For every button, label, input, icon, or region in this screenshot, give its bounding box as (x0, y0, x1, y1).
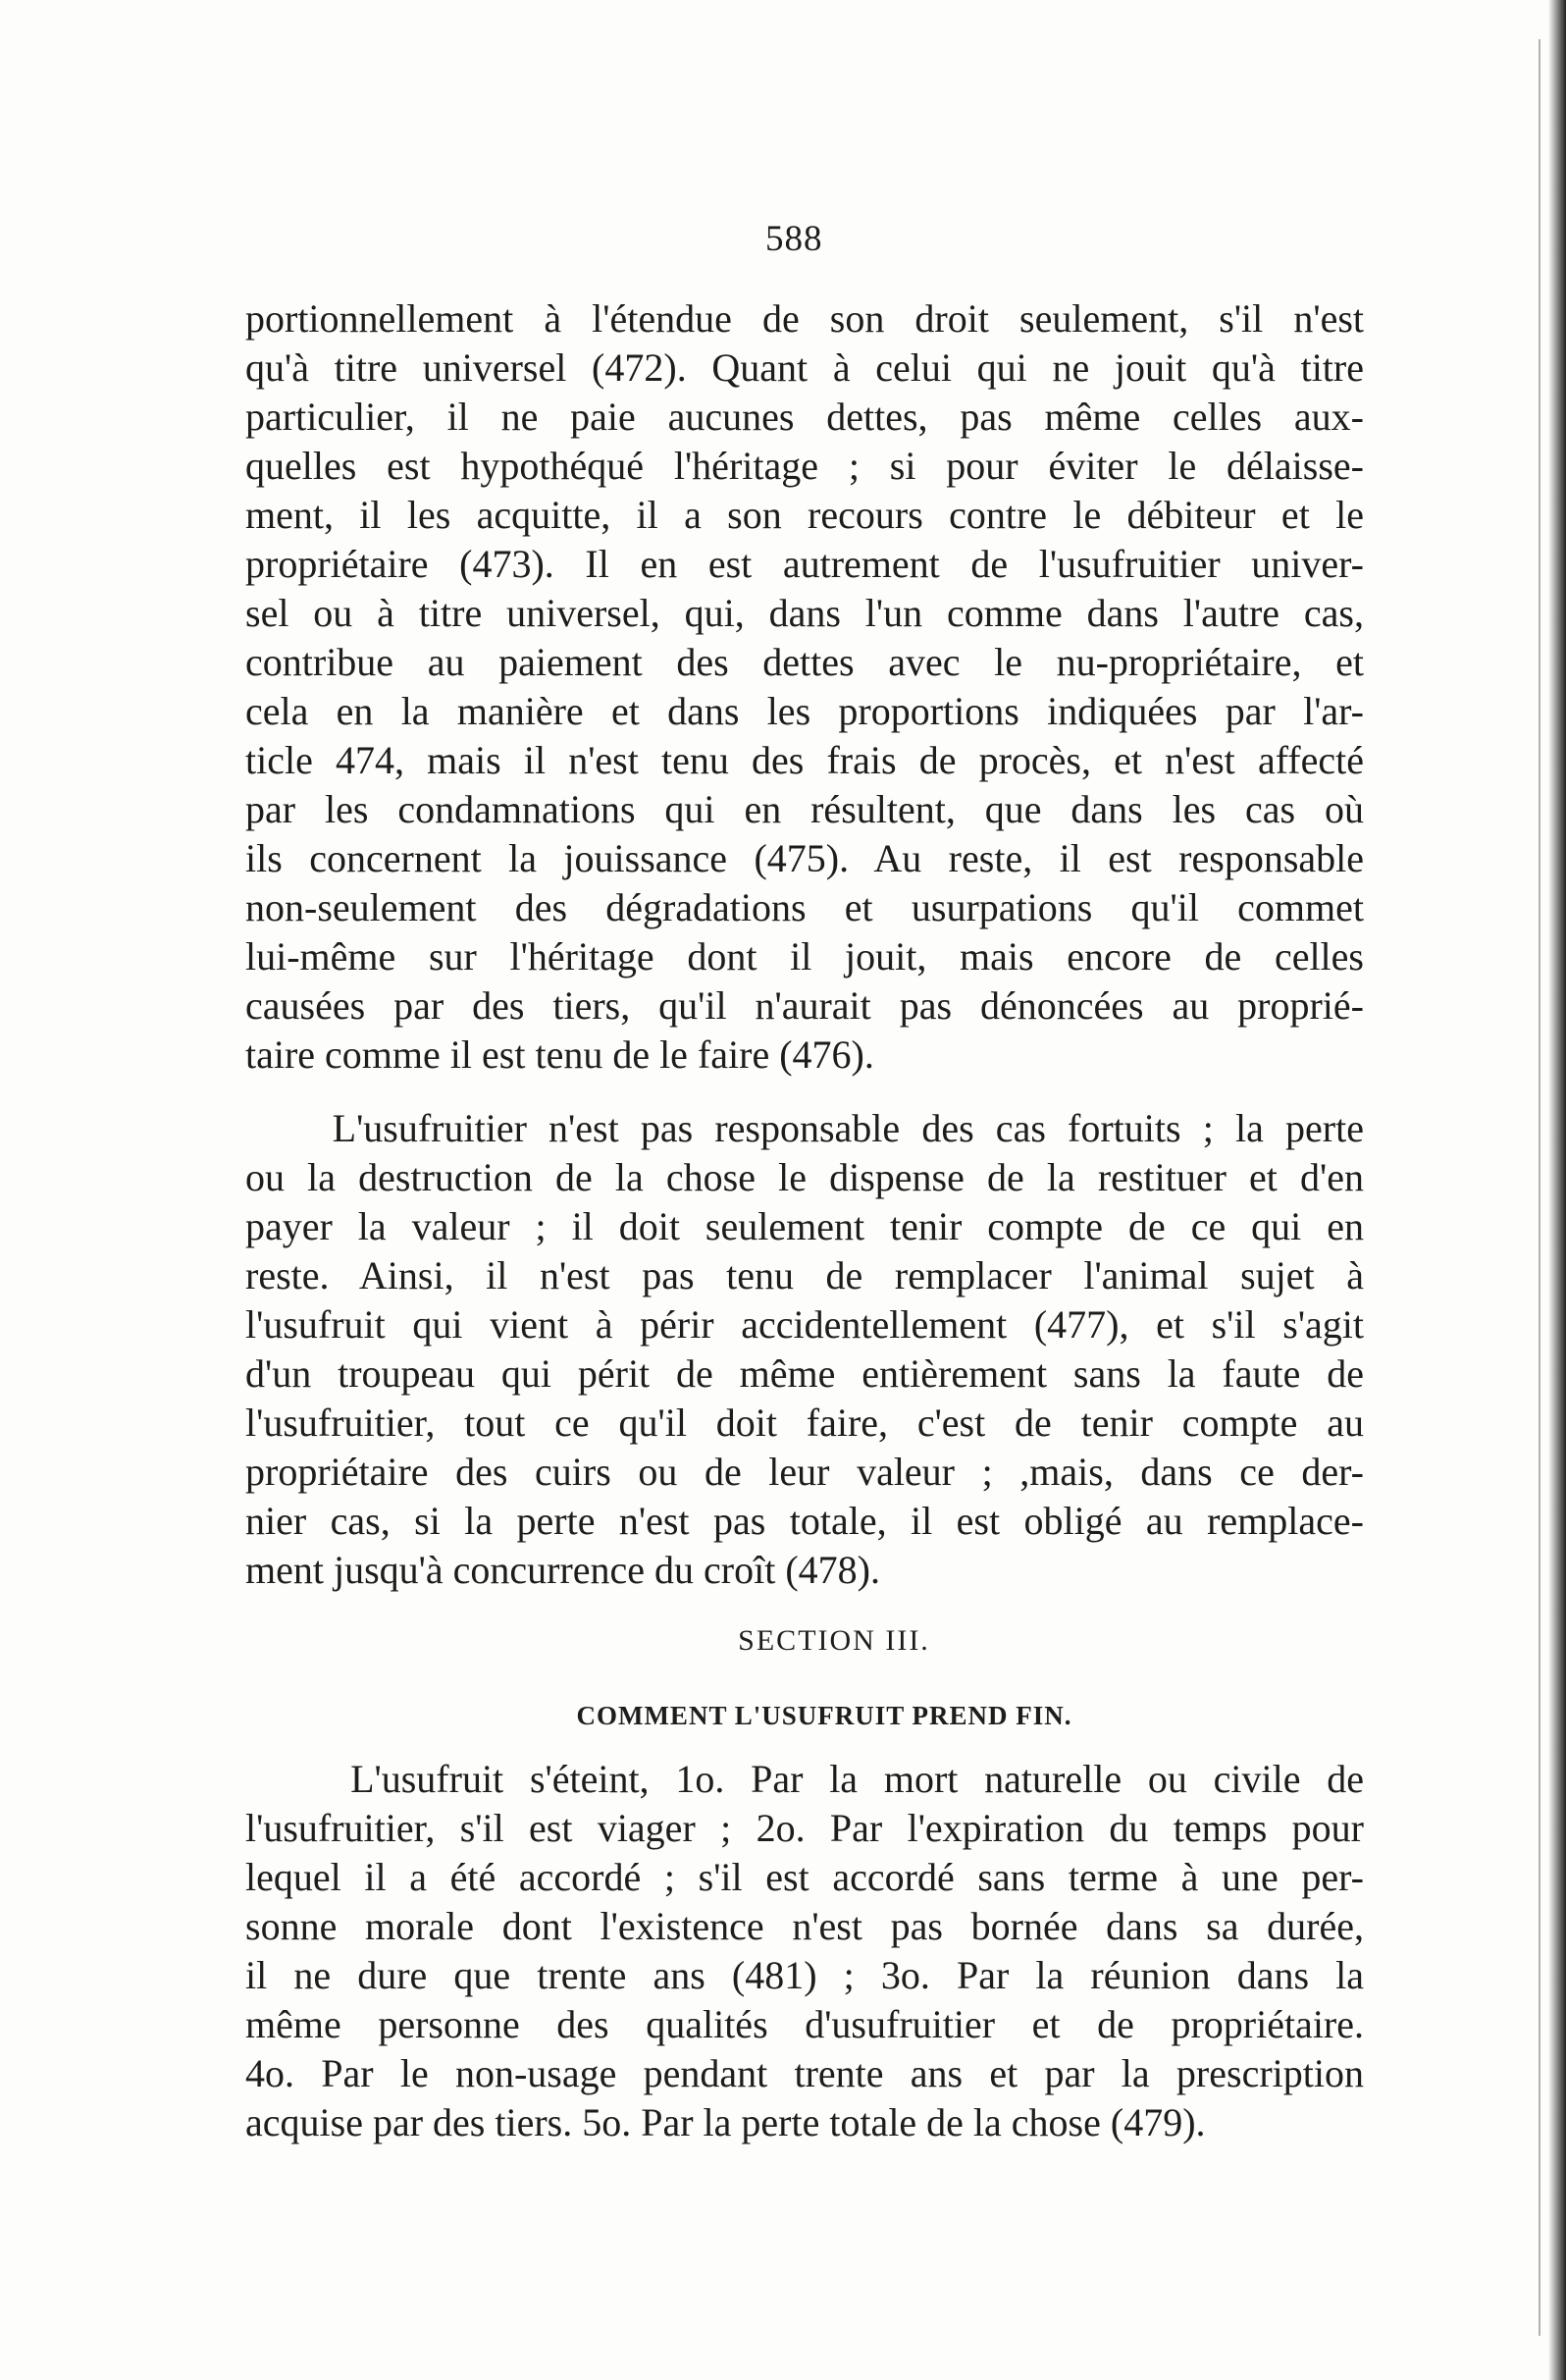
text-line: causées par des tiers, qu'il n'aurait pas dénoncées au proprié- (245, 983, 1364, 1028)
scan-binding-shadow (1548, 0, 1566, 2380)
text-line: ticle 474, mais il n'est tenu des frais de procès, et n'est affecté (245, 738, 1364, 782)
text-line: lui-même sur l'héritage dont il jouit, mais encore de celles (245, 934, 1364, 978)
text-line: contribue au paiement des dettes avec le nu-propriétaire, et (245, 640, 1364, 684)
scan-edge-line (1539, 39, 1540, 2336)
text-line: taire comme il est tenu de le faire (476). (245, 1032, 874, 1077)
text-line: d'un troupeau qui périt de même entièrement sans la faute de (245, 1351, 1364, 1396)
text-line: quelles est hypothéqué l'héritage ; si pour éviter le délaisse- (245, 444, 1364, 488)
text-line: qu'à titre universel (472). Quant à celui qui ne jouit qu'à titre (245, 345, 1364, 390)
text-line: ils concernent la jouissance (475). Au reste, il est responsable (245, 836, 1364, 880)
text-line: ment, il les acquitte, il a son recours contre le débiteur et le (245, 493, 1364, 537)
text-line: payer la valeur ; il doit seulement tenir compte de ce qui en (245, 1204, 1364, 1248)
text-line: cela en la manière et dans les proportions indiquées par l'ar- (245, 689, 1364, 733)
paragraph-3 (245, 1755, 1364, 2147)
text-line: même personne des qualités d'usufruitier et de propriétaire. (245, 2002, 1364, 2046)
text-line: L'usufruitier n'est pas responsable des cas fortuits ; la perte (245, 1106, 1364, 1150)
text-line: l'usufruitier, s'il est viager ; 2o. Par l'expiration du temps pour (245, 1806, 1364, 1850)
paragraph-2 (245, 1104, 1364, 1595)
text-line: particulier, il ne paie aucunes dettes, pas même celles aux- (245, 395, 1364, 439)
text-line: propriétaire des cuirs ou de leur valeur ; ,mais, dans ce der- (245, 1450, 1364, 1494)
text-line: L'usufruit s'éteint, 1o. Par la mort naturelle ou civile de (245, 1757, 1364, 1801)
text-line: par les condamnations qui en résultent, que dans les cas où (245, 787, 1364, 831)
text-line: ou la destruction de la chose le dispense de la restituer et d'en (245, 1155, 1364, 1199)
section-title: SECTION III. (738, 1624, 930, 1657)
text-line: propriétaire (473). Il en est autrement de l'usufruitier univer- (245, 542, 1364, 586)
text-line: l'usufruitier, tout ce qu'il doit faire, c'est de tenir compte au (245, 1401, 1364, 1445)
text-line: non-seulement des dégradations et usurpations qu'il commet (245, 885, 1364, 929)
text-line: reste. Ainsi, il n'est pas tenu de remplacer l'animal sujet à (245, 1253, 1364, 1297)
text-line: il ne dure que trente ans (481) ; 3o. Par la réunion dans la (245, 1953, 1364, 1997)
text-line: lequel il a été accordé ; s'il est accordé sans terme à une per- (245, 1855, 1364, 1899)
text-line: portionnellement à l'étendue de son droit seulement, s'il n'est (245, 296, 1364, 341)
page-number: 588 (765, 219, 823, 259)
text-line: sonne morale dont l'existence n'est pas bornée dans sa durée, (245, 1904, 1364, 1948)
section-subtitle: COMMENT L'USUFRUIT PREND FIN. (576, 1701, 1072, 1730)
text-line: l'usufruit qui vient à périr accidentellement (477), et s'il s'agit (245, 1302, 1364, 1347)
text-line: ment jusqu'à concurrence du croît (478). (245, 1548, 880, 1592)
text-line: sel ou à titre universel, qui, dans l'un comme dans l'autre cas, (245, 591, 1364, 635)
paragraph-1 (245, 294, 1364, 1080)
text-line: nier cas, si la perte n'est pas totale, il est obligé au remplace- (245, 1499, 1364, 1543)
text-line: 4o. Par le non-usage pendant trente ans et par la prescription (245, 2051, 1364, 2095)
text-line: acquise par des tiers. 5o. Par la perte totale de la chose (479). (245, 2100, 1206, 2144)
